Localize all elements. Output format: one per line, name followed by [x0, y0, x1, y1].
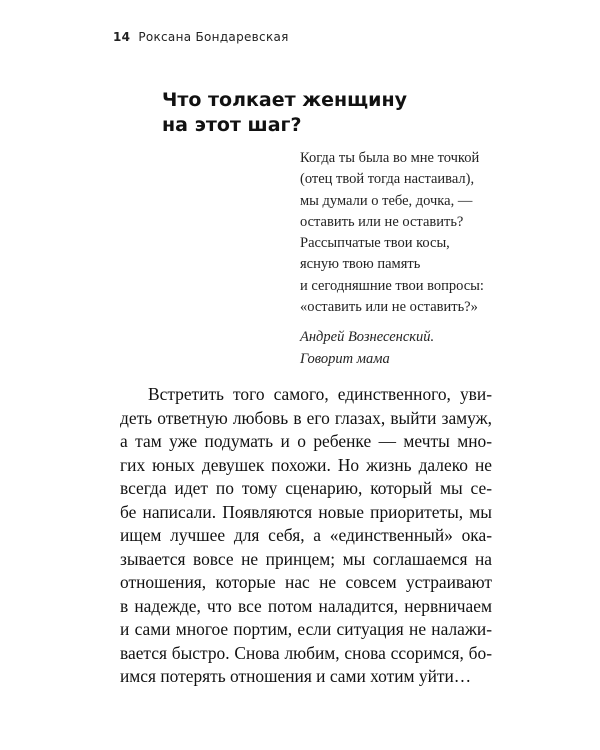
epigraph-line: оставить или не оставить?	[300, 213, 464, 230]
attribution-author: Андрей Вознесенский.	[300, 329, 435, 345]
epigraph-attribution	[300, 327, 434, 370]
epigraph-line: и сегодняшние твои вопросы:	[300, 277, 484, 294]
epigraph-line: Рассыпчатые твои косы,	[300, 235, 450, 252]
chapter-title-line: на этот шаг?	[162, 114, 302, 136]
body-line: Встретить того самого, единственного, уви-	[148, 384, 492, 404]
body-line: отношения, которые нас не совсем устраивают	[120, 572, 492, 592]
epigraph-line: Когда ты была во мне точкой	[300, 150, 480, 166]
body-line: бе написали. Появляются новые приоритеты, мы	[120, 501, 492, 522]
epigraph-line: «оставить или не оставить?»	[300, 299, 478, 316]
body-line: и сами многое портим, если ситуация не налажи-	[120, 619, 492, 639]
body-paragraph	[120, 383, 492, 689]
body-line: зывается вовсе не принцем; мы соглашаемся на	[120, 548, 492, 569]
body-line: ищем лучшее для себя, а «единственный» ока-	[120, 525, 492, 545]
body-line: деть ответную любовь в его глазах, выйти замуж,	[120, 407, 492, 428]
body-line: в надежде, что все потом наладится, нервничаем	[120, 595, 492, 616]
attribution-work: Говорит мама	[300, 350, 390, 367]
author-name: Роксана Бондаревская	[138, 30, 289, 44]
epigraph-poem	[300, 148, 484, 318]
epigraph-line: (отец твой тогда настаивал),	[300, 171, 475, 188]
page-number: 14	[113, 30, 131, 44]
body-line: имся потерять отношения и сами хотим уйти…	[120, 666, 472, 686]
chapter-title	[162, 88, 462, 138]
epigraph-line: ясную твою память	[300, 256, 421, 273]
body-line: всегда идет по тому сценарию, который мы се-	[120, 478, 492, 498]
body-line: а там уже подумать и о ребенке — мечты мно-	[120, 431, 492, 451]
chapter-title-line: Что толкает женщину	[162, 89, 407, 111]
body-line: гих юных девушек похожи. Но жизнь далеко не	[120, 454, 492, 475]
body-line: вается быстро. Снова любим, снова ссоримся, бо-	[120, 642, 492, 663]
epigraph-line: мы думали о тебе, дочка, —	[300, 192, 473, 209]
running-header	[113, 30, 289, 44]
